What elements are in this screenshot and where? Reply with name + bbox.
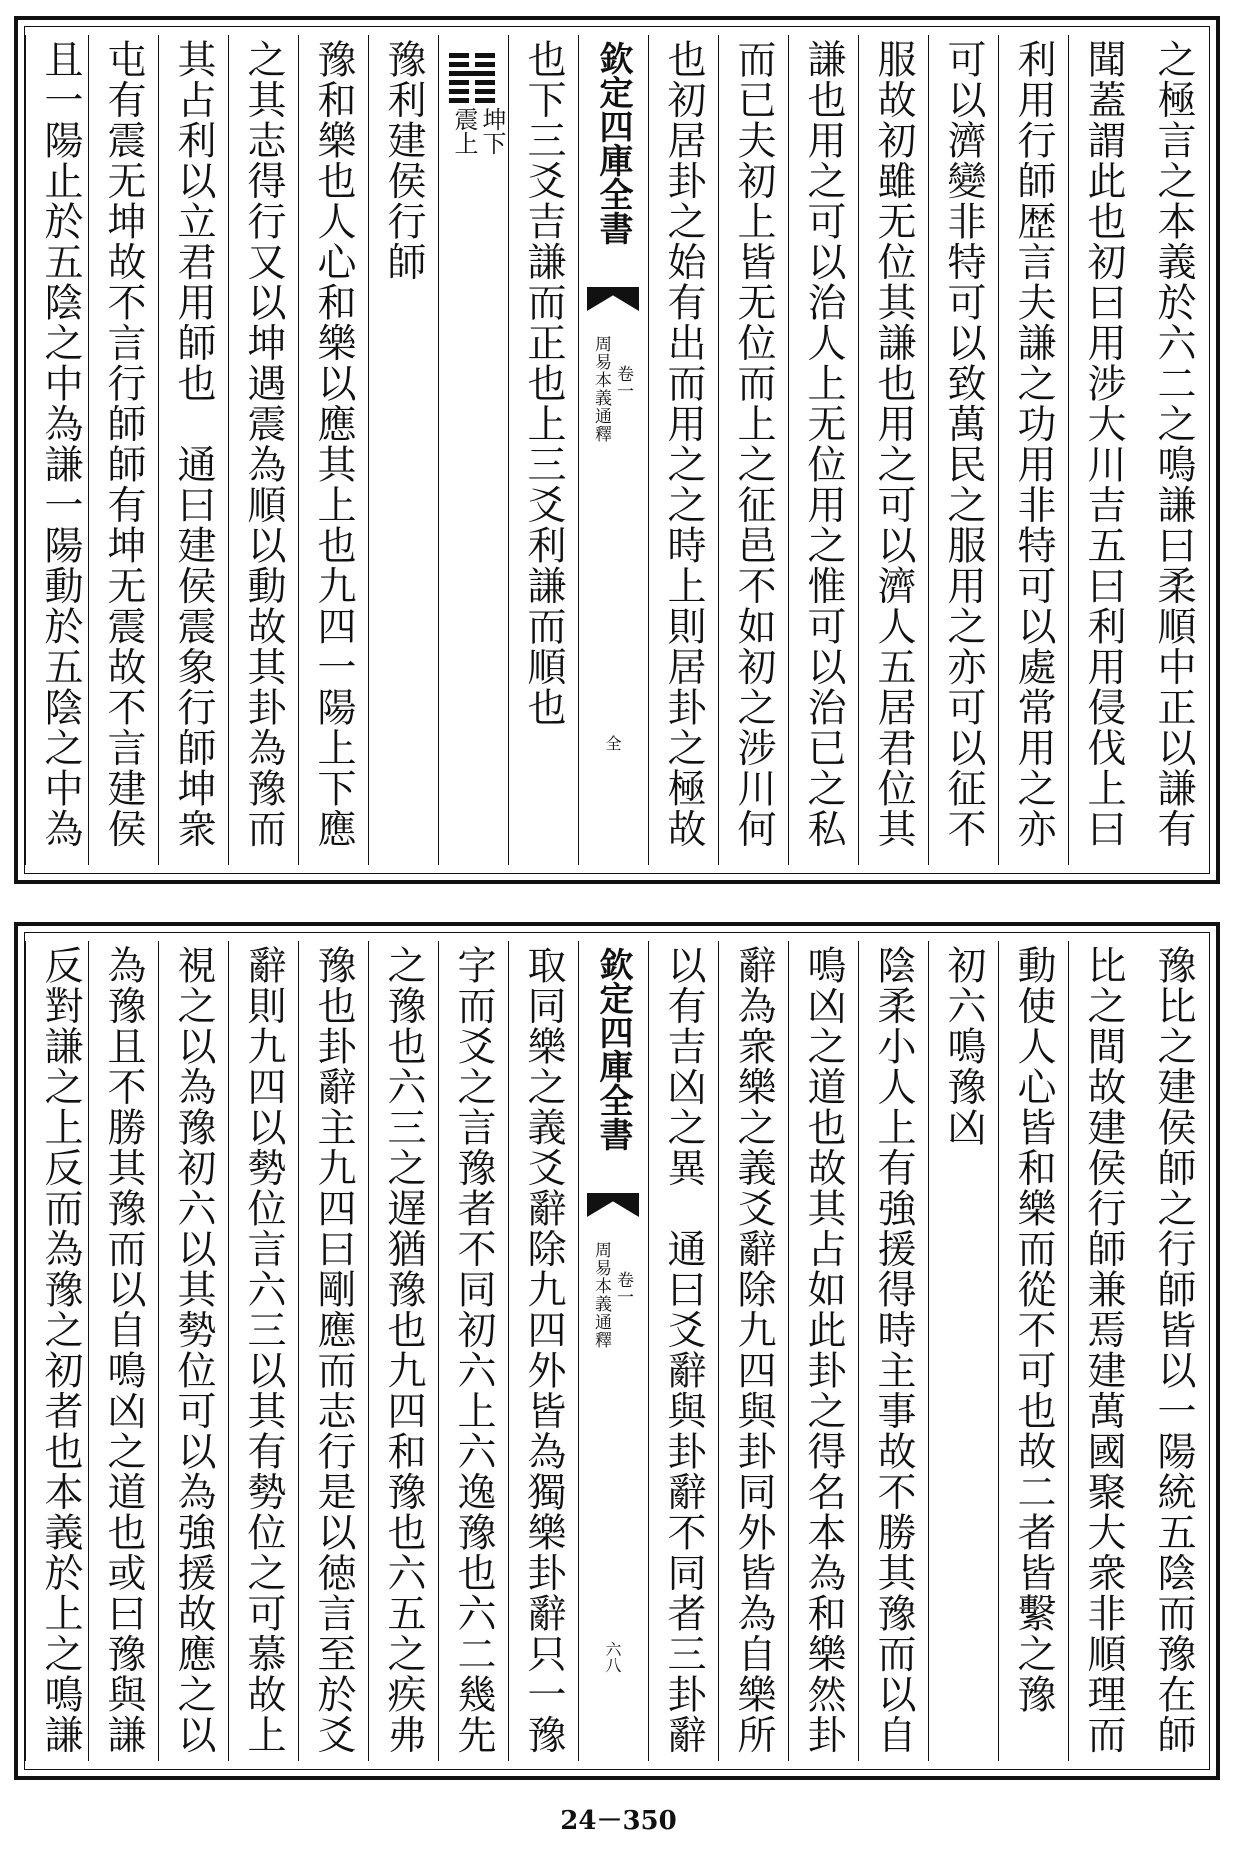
upper-trigram-label: 震上	[450, 107, 478, 155]
text-column	[1068, 941, 1138, 1761]
column-text: 比之間故建侯行師兼焉建萬國聚大衆非順理而	[1081, 945, 1126, 1755]
column-text: 豫利建侯行師	[381, 39, 426, 282]
text-column	[438, 941, 508, 1761]
text-column	[298, 35, 368, 865]
text-column	[508, 941, 578, 1761]
volume-subtitle: 周易本義通釋	[591, 1241, 611, 1349]
text-column	[298, 941, 368, 1761]
text-column	[858, 941, 928, 1761]
text-column	[88, 35, 158, 865]
fish-tail-mark	[587, 287, 639, 311]
text-column	[998, 941, 1068, 1761]
column-text: 可以濟變非特可以致萬民之服用之亦可以征不	[941, 39, 986, 849]
column-text: 謙也用之可以治人上无位用之惟可以治已之私	[801, 39, 846, 849]
text-column	[718, 35, 788, 865]
juan-label: 卷一	[613, 1271, 633, 1305]
column-text: 辭為衆樂之義爻辭除九四與卦同外皆為自樂所	[731, 945, 776, 1755]
column-text: 辭則九四以勢位言六三以其有勢位之可慕故上	[241, 945, 286, 1755]
text-column	[88, 941, 158, 1761]
column-text: 鳴凶之道也故其占如此卦之得名本為和樂然卦	[801, 945, 846, 1755]
text-column	[718, 941, 788, 1761]
column-text: 反對謙之上反而為豫之初者也本義於上之鳴謙	[38, 945, 83, 1755]
column-text: 屯有震无坤故不言行師師有坤无震故不言建侯	[101, 39, 146, 849]
top-page	[14, 16, 1220, 884]
folio-number: 六八	[603, 1641, 622, 1673]
text-column	[508, 35, 578, 865]
column-text: 以有吉凶之異 通曰爻辭與卦辭不同者三卦辭	[661, 945, 706, 1755]
text-column	[368, 941, 438, 1761]
column-text: 也初居卦之始有出而用之之時上則居卦之極故	[661, 39, 706, 849]
column-text: 服故初雖无位其謙也用之可以濟人五居君位其	[871, 39, 916, 849]
center-margin-column	[578, 941, 648, 1761]
column-text: 之極言之本義於六二之鳴謙曰柔順中正以謙有	[1151, 39, 1196, 849]
text-column	[1138, 35, 1208, 865]
column-text: 動使人心皆和樂而從不可也故二者皆繫之豫	[1011, 945, 1056, 1715]
column-text: 陰柔小人上有強援得時主事故不勝其豫而以自	[871, 945, 916, 1755]
lower-trigram-label: 坤下	[478, 107, 506, 155]
column-text: 取同樂之義爻辭除九四外皆為獨樂卦辭只一豫	[521, 945, 566, 1755]
bottom-page-frame	[24, 932, 1210, 1770]
top-page-frame	[24, 26, 1210, 874]
text-column	[858, 35, 928, 865]
text-column	[25, 941, 95, 1761]
text-column	[648, 941, 718, 1761]
text-column	[648, 35, 718, 865]
text-column	[1138, 941, 1208, 1761]
column-text: 豫比之建侯師之行師皆以一陽統五陰而豫在師	[1151, 945, 1196, 1755]
text-column	[788, 941, 858, 1761]
hexagram-column	[438, 35, 508, 865]
column-text: 豫也卦辭主九四曰剛應而志行是以徳言至於爻	[311, 945, 356, 1755]
text-column	[928, 941, 998, 1761]
center-margin-column	[578, 35, 648, 865]
folio-number: 全	[603, 735, 622, 751]
page-footer-number: 24－350	[560, 1806, 677, 1836]
column-text: 為豫且不勝其豫而以自鳴凶之道也或曰豫與謙	[101, 945, 146, 1755]
column-text: 其占利以立君用師也 通曰建侯震象行師坤衆	[171, 39, 216, 849]
juan-label: 卷一	[613, 365, 633, 399]
text-column	[158, 941, 228, 1761]
book-title: 欽定四庫全書	[593, 947, 633, 1151]
text-column	[228, 35, 298, 865]
column-text: 而已夫初上皆无位而上之征邑不如初之涉川何	[731, 39, 776, 849]
text-column	[788, 35, 858, 865]
column-text: 初六鳴豫凶	[941, 945, 986, 1148]
bottom-page	[14, 922, 1220, 1780]
column-text: 利用行師歴言夫謙之功用非特可以處常用之亦	[1011, 39, 1056, 849]
text-column	[228, 941, 298, 1761]
column-text: 豫和樂也人心和樂以應其上也九四一陽上下應	[311, 39, 356, 849]
text-column	[158, 35, 228, 865]
text-column	[928, 35, 998, 865]
text-column	[1068, 35, 1138, 865]
column-text: 之豫也六三之遅猶豫也九四和豫也六五之疾弗	[381, 945, 426, 1755]
text-column	[368, 35, 438, 865]
column-text: 也下三爻吉謙而正也上三爻利謙而順也	[521, 39, 566, 728]
column-text: 之其志得行又以坤遇震為順以動故其卦為豫而	[241, 39, 286, 849]
column-text: 視之以為豫初六以其勢位可以為強援故應之以	[171, 945, 216, 1755]
volume-subtitle: 周易本義通釋	[591, 335, 611, 443]
book-title: 欽定四庫全書	[593, 41, 633, 245]
text-column	[25, 35, 95, 865]
column-text: 聞蓋謂此也初曰用涉大川吉五曰利用侵伐上曰	[1081, 39, 1126, 849]
text-column	[998, 35, 1068, 865]
hexagram-yu-icon	[449, 53, 495, 107]
column-text: 且一陽止於五陰之中為謙一陽動於五陰之中為	[38, 39, 83, 849]
fish-tail-mark	[587, 1193, 639, 1217]
column-text: 字而爻之言豫者不同初六上六逸豫也六二幾先	[451, 945, 496, 1755]
